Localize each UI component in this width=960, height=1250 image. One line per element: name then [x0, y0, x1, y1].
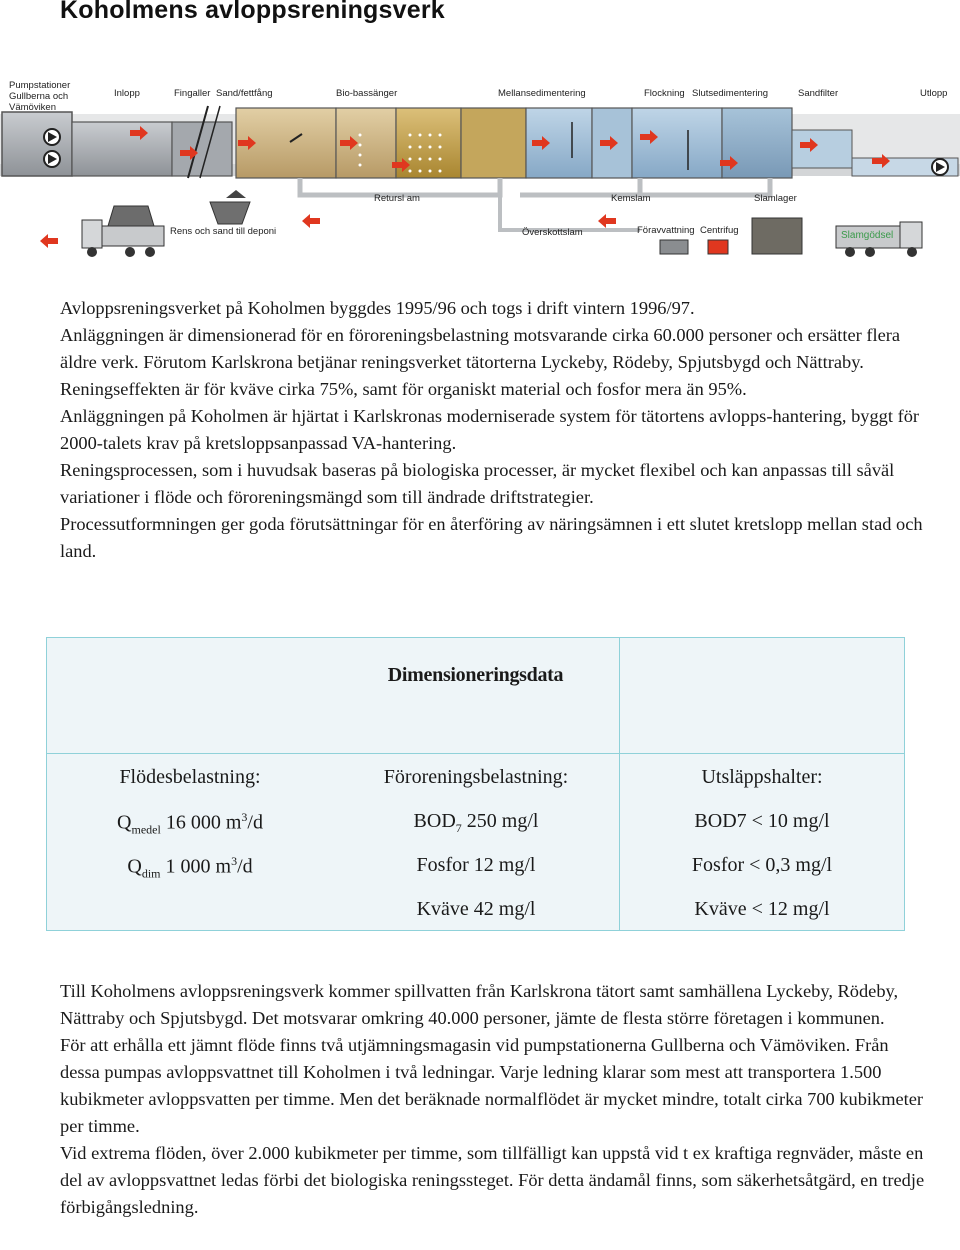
load-kvave: Kväve 42 mg/l [416, 898, 536, 920]
intro-paragraph: Anläggningen är dimensionerad för en föroreningsbelastning motsvarande cirka 60.000 personer och ersätter flera äldre verk. Förutom Karlskrona betjänar reningsverket tätorterna Lyckeby, Rödeby, Spjutsbygd och Nättraby. [60, 325, 901, 372]
label-sandfilter: Sandfilter [798, 88, 839, 99]
label-kemslam: Kemslam [611, 193, 651, 204]
label-flockning: Flockning [644, 88, 685, 99]
table-caption: Dimensioneringsdata [387, 664, 564, 686]
label-inlopp: Inlopp [114, 88, 140, 99]
load-bod: $BOD_7$ 250 mg/l [413, 810, 539, 835]
label-mellan: Mellansedimentering [498, 88, 586, 99]
body-paragraph: Till Koholmens avloppsreningsverk kommer spillvatten från Karlskrona tätort samt samhällena Lyckeby, Rödeby, Nättraby och Spjutsbygd. Det motsvarar omkring 40.000 personer, jämte de flesta större företagen i kommunen. [60, 981, 899, 1028]
emission-bod: BOD7 < 10 mg/l [694, 810, 830, 832]
label-centrifug: Centrifug [700, 225, 739, 236]
intro-paragraph: Anläggningen på Koholmen är hjärtat i Karlskronas moderniserade system för tätortens avlopps-hantering, byggt för 2000-talets krav på kretsloppsanpassad VA-hantering. [60, 406, 920, 453]
label-bio: Bio-bassänger [336, 88, 398, 99]
process-scheme [0, 70, 960, 275]
body-text [60, 978, 930, 1221]
header-load: Föroreningsbelastning: [383, 766, 569, 788]
label-sand: Sand/fettfång [216, 88, 273, 99]
emission-fosfor: Fosfor < 0,3 mg/l [691, 854, 833, 876]
label-slamgodsel: Slamgödsel [841, 230, 894, 241]
header-flow: Flödesbelastning: [119, 766, 261, 788]
intro-paragraph: Reningseffekten är för kväve cirka 75%, samt för organiskt material och fosfor mera än 95%. [60, 379, 747, 399]
label-slamlager: Slamlager [754, 193, 797, 204]
label-overskott: Överskottslam [522, 227, 583, 238]
flow-dim: $Q_{dim}$ 1 000 $m^3/d$ [127, 854, 253, 881]
body-paragraph: Vid extrema flöden, över 2.000 kubikmeter per timme, som tillfälligt kan uppstå vid t ex kraftiga regnväder, måste en del av avloppsvattnet ledas förbi det biologiska reningssteget. För detta ändamål finns, som säkerhetsåtgärd, en tredje förbigångsledning. [60, 1143, 925, 1217]
label-fingaller: Fingaller [174, 88, 211, 99]
intro-paragraph: Avloppsreningsverket på Koholmen byggdes 1995/96 och togs i drift vintern 1996/97. [60, 298, 695, 318]
intro-paragraph: Processutformningen ger goda förutsättningar för en återföring av näringsämnen i ett slutet kretslopp mellan stad och land. [60, 514, 923, 561]
intro-paragraph: Reningsprocessen, som i huvudsak baseras på biologiska processer, är mycket flexibel och kan anpassas till såväl variationer i flöde och föroreningsmängd som till ändrade driftstrategier. [60, 460, 895, 507]
label-pump: Pumpstationer Gullberna och Vämöviken [9, 80, 71, 113]
label-retur: Retursl am [374, 193, 420, 204]
label-utlopp: Utlopp [920, 88, 948, 99]
emission-kvave: Kväve < 12 mg/l [694, 898, 830, 920]
label-slutsed: Slutsedimentering [692, 88, 769, 99]
flow-medel: $Q_{medel}$ 16 000 $m^3/d$ [117, 810, 263, 837]
intro-text [60, 295, 930, 565]
load-fosfor: Fosfor 12 mg/l [416, 854, 536, 876]
dimension-table [46, 637, 905, 931]
page-title: Koholmens avloppsreningsverk [60, 0, 445, 24]
label-foravv: Föravvattning [637, 225, 695, 236]
header-emission: Utsläppshalter: [701, 766, 823, 788]
process-diagram [0, 70, 960, 275]
label-rens: Rens och sand till deponi [170, 226, 277, 237]
body-paragraph: För att erhålla ett jämnt flöde finns två utjämningsmagasin vid pumpstationerna Gullberna och Vämöviken. Från dessa pumpas avloppsvattnet till Koholmen i två ledningar. Varje ledning klarar som mest att transportera 1.500 kubikmeter avloppsvatten per timme. Men det beräknade normalflödet är mycket mindre, totalt cirka 700 kubikmeter per timme. [60, 1035, 924, 1136]
